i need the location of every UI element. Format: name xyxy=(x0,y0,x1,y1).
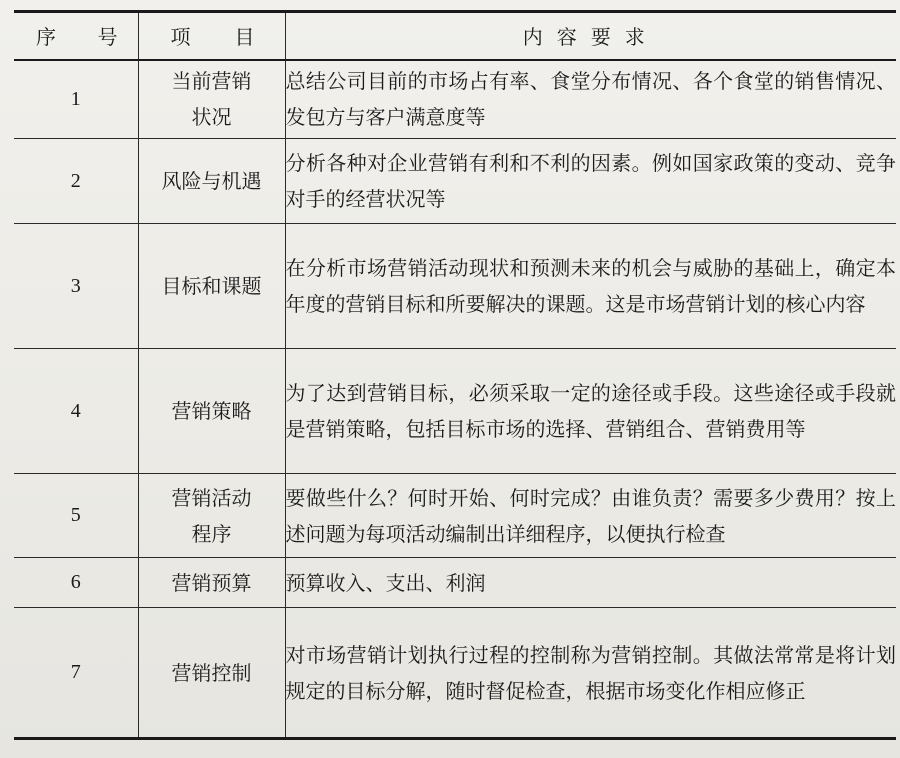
row-item: 营销活动 程序 xyxy=(138,474,285,558)
row-item: 营销策略 xyxy=(138,349,285,474)
table-row xyxy=(14,558,896,608)
row-number: 3 xyxy=(14,224,138,349)
row-number: 7 xyxy=(14,608,138,739)
header-content: 内容要求 xyxy=(285,12,896,60)
row-content: 总结公司目前的市场占有率、食堂分布情况、各个食堂的销售情况、发包方与客户满意度等 xyxy=(285,60,896,139)
table-row xyxy=(14,60,896,139)
table-row xyxy=(14,224,896,349)
marketing-plan-table xyxy=(14,10,896,740)
table-row xyxy=(14,139,896,224)
table-row xyxy=(14,608,896,739)
row-number: 4 xyxy=(14,349,138,474)
table-row xyxy=(14,474,896,558)
row-number: 5 xyxy=(14,474,138,558)
row-content: 分析各种对企业营销有利和不利的因素。例如国家政策的变动、竞争对手的经营状况等 xyxy=(285,139,896,224)
row-number: 6 xyxy=(14,558,138,608)
table-header xyxy=(14,12,896,60)
row-content: 对市场营销计划执行过程的控制称为营销控制。其做法常常是将计划规定的目标分解，随时督促检查，根据市场变化作相应修正 xyxy=(285,608,896,739)
row-item: 营销预算 xyxy=(138,558,285,608)
row-item: 风险与机遇 xyxy=(138,139,285,224)
row-number: 2 xyxy=(14,139,138,224)
row-content: 要做些什么？何时开始、何时完成？由谁负责？需要多少费用？按上述问题为每项活动编制出详细程序，以便执行检查 xyxy=(285,474,896,558)
header-item: 项 目 xyxy=(138,12,285,60)
row-item: 当前营销 状况 xyxy=(138,60,285,139)
table-row xyxy=(14,349,896,474)
row-content: 为了达到营销目标，必须采取一定的途径或手段。这些途径或手段就是营销策略，包括目标市场的选择、营销组合、营销费用等 xyxy=(285,349,896,474)
row-content: 在分析市场营销活动现状和预测未来的机会与威胁的基础上，确定本年度的营销目标和所要解决的课题。这是市场营销计划的核心内容 xyxy=(285,224,896,349)
row-item: 营销控制 xyxy=(138,608,285,739)
row-item: 目标和课题 xyxy=(138,224,285,349)
row-content: 预算收入、支出、利润 xyxy=(285,558,896,608)
header-no: 序 号 xyxy=(14,12,138,60)
row-number: 1 xyxy=(14,60,138,139)
